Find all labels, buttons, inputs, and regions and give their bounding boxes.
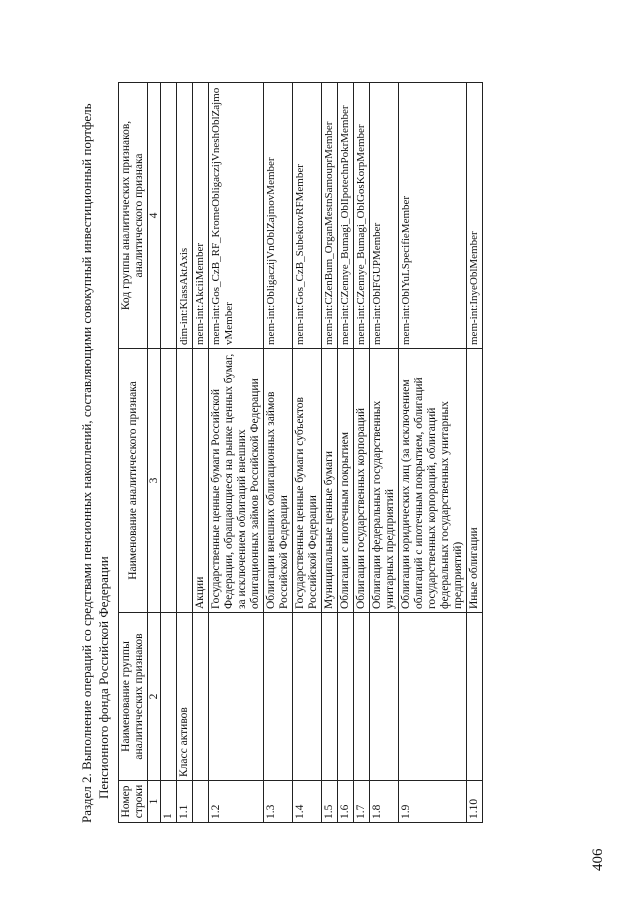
table-row (467, 83, 483, 823)
table-row (354, 83, 370, 823)
section-title-line2: Пенсионного фонда Российской Федерации (96, 556, 111, 799)
feature-code: mem-int:OblFGUPMember (370, 83, 399, 349)
group-name (467, 613, 483, 781)
feature-name (161, 349, 177, 613)
row-number: 1.3 (264, 781, 293, 823)
feature-code: mem-int:Gos_CzB_RF_KromeObligaczijVneshOblZajmovMember (209, 83, 264, 349)
group-name (193, 613, 209, 781)
feature-code: mem-int:CZennye_Bumagi_OblIpotechnPokrMember (338, 83, 354, 349)
column-number-row (148, 83, 161, 823)
row-number: 1.1 (177, 781, 193, 823)
header-group-name: Наименование группы аналитических признаков (119, 613, 148, 781)
section-title-line1: Выполнение операций со средствами пенсионных накоплений, составляющими совокупный инвестиционный портфель (79, 103, 94, 770)
table-row (338, 83, 354, 823)
group-name (338, 613, 354, 781)
column-number: 2 (148, 613, 161, 781)
row-number: 1.4 (293, 781, 322, 823)
feature-code: mem-int:CZenBum_OrganMestnSamouprMember (322, 83, 338, 349)
table-row (177, 83, 193, 823)
row-number: 1.7 (354, 781, 370, 823)
feature-name: Иные облигации (467, 349, 483, 613)
table-row (264, 83, 293, 823)
row-number: 1 (161, 781, 177, 823)
feature-name: Муниципальные ценные бумаги (322, 349, 338, 613)
column-number: 4 (148, 83, 161, 349)
row-number: 1.2 (209, 781, 264, 823)
table-row (399, 83, 467, 823)
feature-name: Государственные ценные бумаги Российской Федерации, обращающиеся на рынке ценных бумаг, за исключением облигаций внешних облигационных займов Российской Федерации (209, 349, 264, 613)
section-heading (78, 81, 112, 823)
row-number: 1.6 (338, 781, 354, 823)
column-number: 1 (148, 781, 161, 823)
feature-code: mem-int:OblYuLSpecifieMember (399, 83, 467, 349)
group-name: Класс активов (177, 613, 193, 781)
feature-name: Облигации внешних облигационных займов Российской Федерации (264, 349, 293, 613)
group-name (209, 613, 264, 781)
row-number (193, 781, 209, 823)
group-name (322, 613, 338, 781)
table-row (322, 83, 338, 823)
feature-code: mem-int:InyeOblMember (467, 83, 483, 349)
section-label: Раздел 2. (79, 773, 94, 823)
feature-code (161, 83, 177, 349)
analytic-features-table (118, 82, 483, 823)
feature-name: Облигации с ипотечным покрытием (338, 349, 354, 613)
row-number: 1.10 (467, 781, 483, 823)
column-number: 3 (148, 349, 161, 613)
table-header-row (119, 83, 148, 823)
feature-code: dim-int:KlassAktAxis (177, 83, 193, 349)
group-name (161, 613, 177, 781)
feature-name: Облигации государственных корпораций (354, 349, 370, 613)
group-name (370, 613, 399, 781)
feature-name: Облигации юридических лиц (за исключением облигаций с ипотечным покрытием, облигаций государственных корпораций, облигаций федеральных государственных унитарных предприятий) (399, 349, 467, 613)
feature-code: mem-int:ObligaczijVnOblZajmovMember (264, 83, 293, 349)
feature-code: mem-int:CZennye_Bumagi_OblGosKorpMember (354, 83, 370, 349)
group-name (354, 613, 370, 781)
table-row (293, 83, 322, 823)
feature-name: Акции (193, 349, 209, 613)
group-name (264, 613, 293, 781)
group-name (293, 613, 322, 781)
group-name (399, 613, 467, 781)
table-row (161, 83, 177, 823)
feature-name: Государственные ценные бумаги субъектов Российской Федерации (293, 349, 322, 613)
feature-name: Облигации федеральных государственных унитарных предприятий (370, 349, 399, 613)
table-row (370, 83, 399, 823)
header-feature-name: Наименование аналитического признака (119, 349, 148, 613)
table-row (209, 83, 264, 823)
row-number: 1.8 (370, 781, 399, 823)
feature-code: mem-int:AkciiMember (193, 83, 209, 349)
table-row (193, 83, 209, 823)
feature-name (177, 349, 193, 613)
feature-code: mem-int:Gos_CzB_SubektovRFMember (293, 83, 322, 349)
header-row-number: Номер строки (119, 781, 148, 823)
page-number: 406 (590, 848, 606, 871)
header-code: Код группы аналитических признаков, аналитического признака (119, 83, 148, 349)
row-number: 1.9 (399, 781, 467, 823)
row-number: 1.5 (322, 781, 338, 823)
